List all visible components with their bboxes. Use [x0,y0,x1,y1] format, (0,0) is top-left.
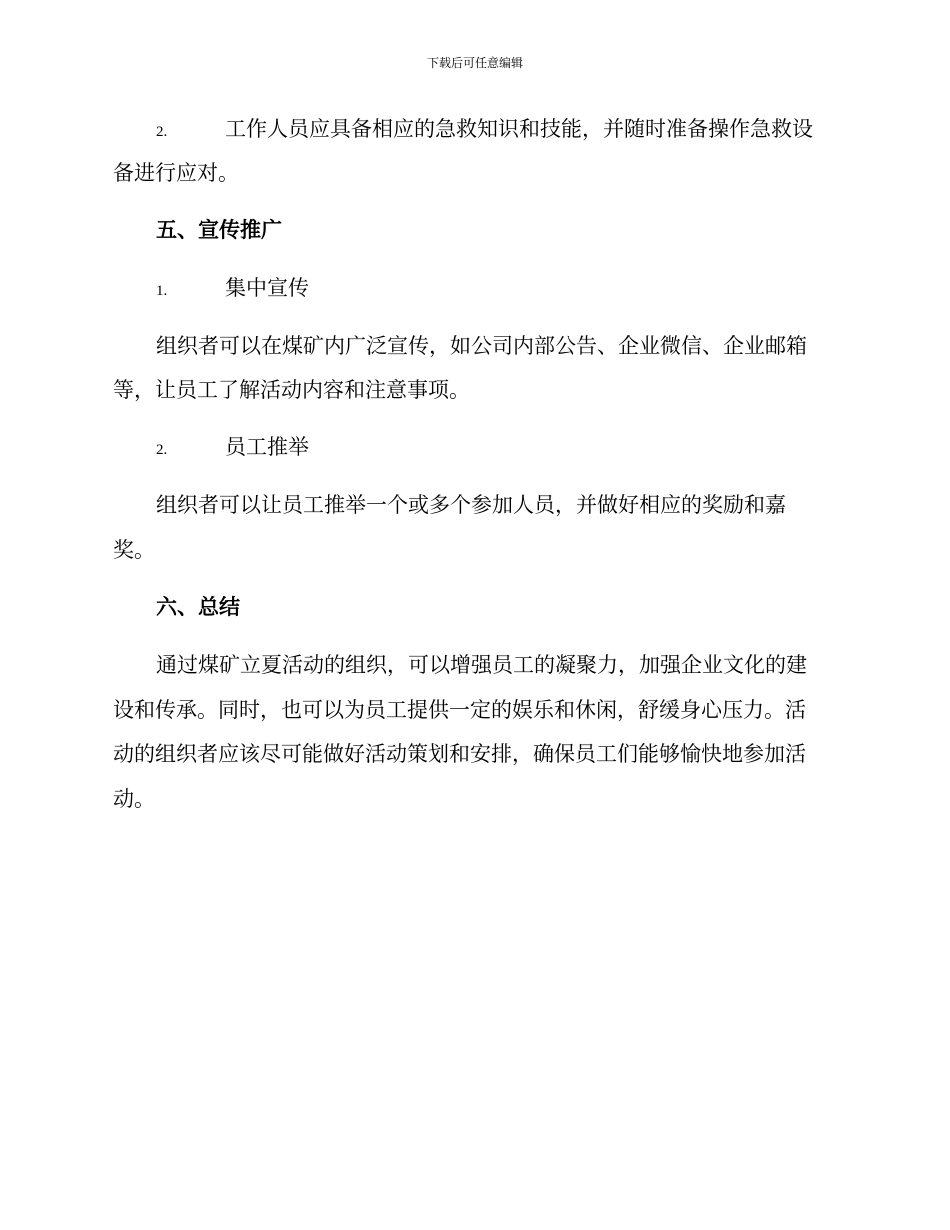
paragraph-line: 组织者可以在煤矿内广泛宣传，如公司内部公告、企业微信、企业邮箱 [156,334,807,358]
paragraph-line: 等，让员工了解活动内容和注意事项。 [113,378,470,402]
subsection-title: 集中宣传 [225,276,309,300]
subsection-title: 员工推举 [225,435,309,459]
section-heading-summary: 六、总结 [156,594,240,619]
paragraph-line: 通过煤矿立夏活动的组织，可以增强员工的凝聚力，加强企业文化的建 [156,653,807,677]
subsection-number: 1. [156,283,168,299]
page-header-note: 下载后可任意编辑 [426,56,523,70]
subsection-heading-2 [156,432,309,465]
list-item-2-continuation: 备进行应对。 [113,161,239,185]
list-item-number: 2. [156,124,168,140]
paragraph-line: 动。 [113,787,155,811]
paragraph-line: 奖。 [113,538,155,562]
subsection-number: 2. [156,442,168,458]
list-item-text: 工作人员应具备相应的急救知识和技能，并随时准备操作急救设 [225,117,813,141]
paragraph-line: 设和传承。同时，也可以为员工提供一定的娱乐和休闲，舒缓身心压力。活 [113,698,806,722]
list-item-2 [156,114,813,147]
subsection-heading-1 [156,273,309,306]
paragraph-line: 组织者可以让员工推举一个或多个参加人员，并做好相应的奖励和嘉 [156,493,786,517]
paragraph-line: 动的组织者应该尽可能做好活动策划和安排，确保员工们能够愉快地参加活 [113,742,806,766]
section-heading-promotion: 五、宣传推广 [156,217,282,242]
